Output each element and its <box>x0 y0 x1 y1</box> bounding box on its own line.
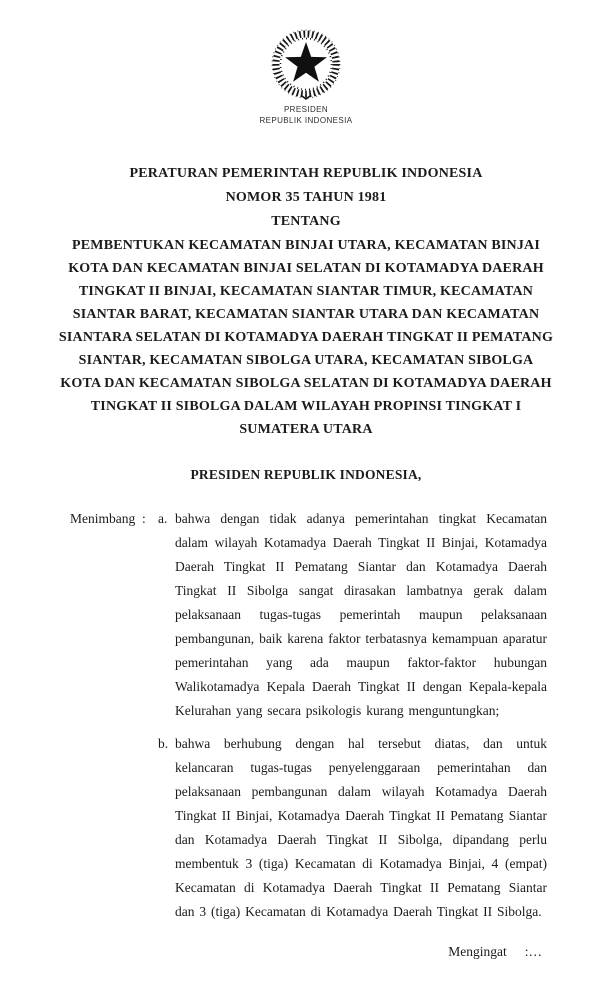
considering-item-a <box>158 507 547 723</box>
considering-colon: : <box>142 511 146 526</box>
considering-item-b <box>158 732 547 924</box>
item-text-b: bahwa berhubung dengan hal tersebut diatas, dan untuk kelancaran tugas-tugas penyelenggaraan pemerintahan dan pelaksanaan pembangunan dalam wilayah Kotamadya Daerah Tingkat II Binjai, Kotamadya Daerah Tingkat II Pematang Siantar dan Kotamadya Daerah Tingkat II Sibolga, dipandang perlu membentuk 3 (tiga) Kecamatan di Kotamadya Binjai, 4 (empat) Kecamatan di Kotamadya Daerah Tingkat II Pematang Siantar dan 3 (tiga) Kecamatan di Kotamadya Daerah Tingkat II Sibolga. <box>175 736 547 919</box>
item-text-a: bahwa dengan tidak adanya pemerintahan tingkat Kecamatan dalam wilayah Kotamadya Daerah Tingkat II Binjai, Kotamadya Daerah Tingkat II Pematang Siantar dan Kotamadya Daerah Tingkat II Sibolga sangat dirasakan lambatnya gerak dalam pelaksanaan tugas-tugas pemerintah maupun pelaksanaan pembangunan, baik karena faktor terbatasnya kemampuan aparatur pemerintahan yang ada maupun faktor-faktor hubungan Walikotamadya Kepala Daerah Tingkat II dengan Kepala-kepala Kelurahan yang secara psikologis kurang menguntungkan; <box>175 511 547 718</box>
title-line-tentang: TENTANG <box>271 214 341 229</box>
catchword-continuation: :… <box>524 944 542 959</box>
title-subject: PEMBENTUKAN KECAMATAN BINJAI UTARA, KECAMATAN BINJAI KOTA DAN KECAMATAN BINJAI SELATAN DI KOTAMADYA DAERAH TINGKAT II BINJAI, KECAMATAN SIANTAR TIMUR, KECAMATAN SIANTAR BARAT, KECAMATAN SIANTAR UTARA DAN KECAMATAN SIANTARA SELATAN DI KOTAMADYA DAERAH TINGKAT II PEMATANG SIANTAR, KECAMATAN SIBOLGA UTARA, KECAMATAN SIBOLGA KOTA DAN KECAMATAN SIBOLGA SELATAN DI KOTAMADYA DAERAH TINGKAT II SIBOLGA DALAM WILAYAH PROPINSI TINGKAT I SUMATERA UTARA <box>58 238 554 437</box>
catchword-label: Mengingat <box>448 944 507 959</box>
considering-label: Menimbang <box>70 511 136 526</box>
item-marker-a: a. <box>158 511 168 526</box>
considering-section <box>0 507 612 924</box>
item-marker-b: b. <box>158 736 169 751</box>
emblem-caption-presiden: PRESIDEN <box>283 105 329 114</box>
salutation-heading: PRESIDEN REPUBLIK INDONESIA, <box>190 467 422 482</box>
title-line-nomor: NOMOR 35 TAHUN 1981 <box>225 190 387 205</box>
considering-items <box>158 507 547 924</box>
emblem-block <box>0 0 612 126</box>
emblem-caption-republik-indonesia: REPUBLIK INDONESIA <box>259 116 353 125</box>
catchword <box>0 940 612 964</box>
star-wreath-emblem-icon <box>256 26 356 104</box>
title-block <box>0 162 612 234</box>
title-line-peraturan: PERATURAN PEMERINTAH REPUBLIK INDONESIA <box>129 166 483 181</box>
